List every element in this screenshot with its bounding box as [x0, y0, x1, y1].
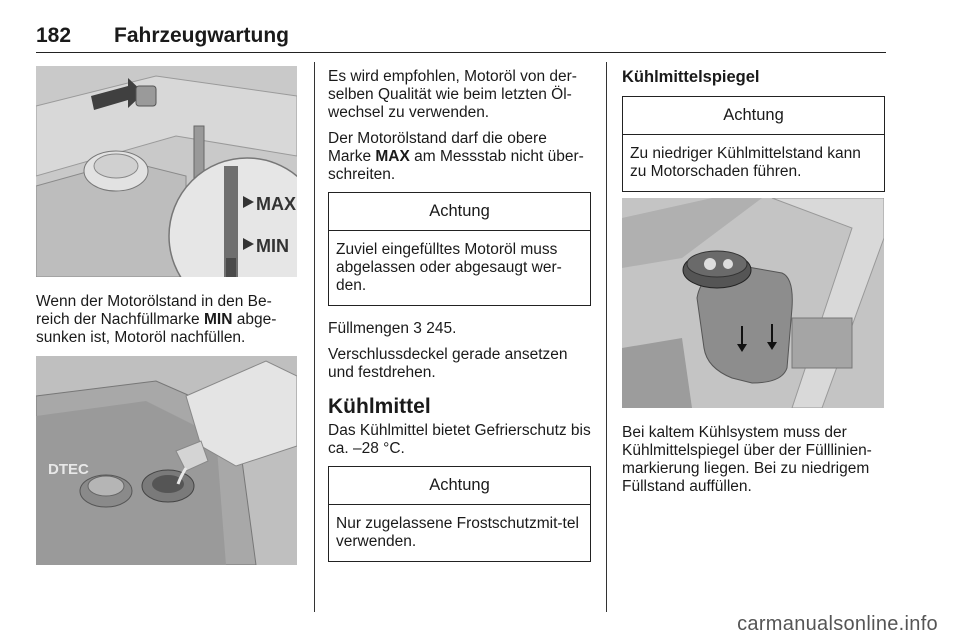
- column-divider-2: [606, 62, 607, 612]
- coolant-antifreeze-paragraph: Das Kühlmittel bietet Gefrierschutz bis ca. –28 °C.: [328, 422, 591, 457]
- column-1-text: [36, 293, 301, 355]
- warning-box-antifreeze: [328, 466, 591, 562]
- page-header: [36, 22, 886, 53]
- dipstick-illustration: [36, 66, 297, 277]
- page-number: 182: [36, 24, 72, 47]
- fill-quantity-paragraph: Füllmengen 3 245.: [328, 320, 457, 337]
- section-title-coolant: Kühlmittel: [328, 395, 431, 418]
- coolant-reservoir-illustration: [622, 198, 884, 408]
- min-refill-paragraph: Wenn der Motorölstand in den Be-reich der Nachfüllmarke MIN abge-sunken ist, Motoröl nachfüllen.: [36, 293, 277, 346]
- page-title: Fahrzeugwartung: [114, 24, 290, 47]
- warning-box-oil: [328, 192, 591, 306]
- warning-heading: Achtung: [623, 97, 884, 135]
- engine-badge-text: DTEC: [48, 461, 89, 478]
- warning-text: Zuviel eingefülltes Motoröl muss abgelassen oder abgesaugt wer-den.: [336, 241, 562, 294]
- max-mark-label: MAX: [256, 194, 296, 214]
- coolant-level-paragraph: Bei kaltem Kühlsystem muss der Kühlmittelspiegel über der Fülllinien-markierung liegen. Bei zu niedrigem Füllstand auffüllen.: [622, 424, 872, 495]
- warning-heading: Achtung: [329, 467, 590, 505]
- warning-heading: Achtung: [329, 193, 590, 231]
- min-mark-label: MIN: [256, 236, 289, 256]
- warning-box-coolant-level: [622, 96, 885, 192]
- column-2-text: [328, 68, 591, 576]
- warning-text: Nur zugelassene Frostschutzmit-tel verwenden.: [336, 515, 579, 550]
- oil-filling-illustration: [36, 356, 297, 565]
- dipstick-figure: [36, 66, 297, 277]
- page-reference-icon: 3: [413, 320, 422, 337]
- watermark: carmanualsonline.info: [737, 613, 938, 635]
- subheading-coolant-level: Kühlmittelspiegel: [622, 68, 760, 86]
- oil-filling-figure: [36, 356, 297, 565]
- max-mark-paragraph: Der Motorölstand darf die obere Marke MAX am Messstab nicht über-schreiten.: [328, 130, 584, 183]
- warning-text: Zu niedriger Kühlmittelstand kann zu Motorschaden führen.: [630, 145, 861, 180]
- cap-paragraph: Verschlussdeckel gerade ansetzen und festdrehen.: [328, 346, 568, 381]
- column-3-text-top: [622, 68, 885, 206]
- coolant-reservoir-figure: [622, 198, 884, 408]
- oil-quality-paragraph: Es wird empfohlen, Motoröl von der-selben Qualität wie beim letzten Öl-wechsel zu verwenden.: [328, 68, 577, 121]
- column-divider-1: [314, 62, 315, 612]
- column-3-text-bottom: [622, 424, 885, 504]
